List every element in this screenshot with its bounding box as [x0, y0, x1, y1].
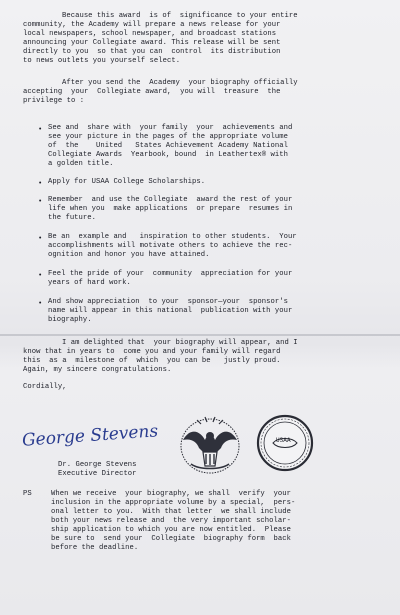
bullet-line: accomplishments will motivate others to achieve the rec- — [48, 242, 293, 250]
bullet-dot: • — [38, 272, 43, 280]
signature: George Stevens — [21, 421, 159, 451]
ps-line: be sure to send your Collegiate biography form back — [51, 535, 291, 543]
bullet-line: See and share with your family your achievements and — [48, 124, 293, 132]
closing-line: this as a milestone of which you can be justly proud. — [23, 357, 281, 365]
privilege-line: privilege to : — [23, 97, 85, 105]
bullet-dot: • — [38, 300, 43, 308]
bullet-line: name will appear in this national publication with your — [48, 307, 293, 315]
signer-name: Dr. George Stevens — [58, 461, 137, 469]
bullet-line: years of hard work. — [48, 279, 131, 287]
bullet-line: see your picture in the pages of the appropriate volume — [48, 133, 288, 141]
closing-line: I am delighted that your biography will appear, and I — [62, 339, 298, 347]
bullet-line: biography. — [48, 316, 92, 324]
ps-line: onal letter to you. With that letter we shall include — [51, 508, 291, 516]
closing-line: Again, my sincere congratulations. — [23, 366, 172, 374]
bullet-line: Remember and use the Collegiate award the rest of your — [48, 196, 293, 204]
bullet-dot: • — [38, 126, 43, 134]
intro-line: local newspapers, school newspaper, and broadcast stations — [23, 30, 277, 38]
intro-line: community, the Academy will prepare a news release for your — [23, 21, 281, 29]
signer-title: Executive Director — [58, 470, 137, 478]
intro-line: to news outlets you yourself select. — [23, 57, 181, 65]
intro-line: announcing your Collegiate award. This release will be sent — [23, 39, 281, 47]
ps-line: before the deadline. — [51, 544, 139, 552]
bullet-line: of the United States Achievement Academy National — [48, 142, 288, 150]
privilege-line: accepting your Collegiate award, you will treasure the — [23, 88, 281, 96]
bullet-dot: • — [38, 180, 43, 188]
bullet-line: Collegiate Awards Yearbook, bound in Leathertex® with — [48, 151, 288, 159]
bullet-line: And show appreciation to your sponsor—your sponsor's — [48, 298, 288, 306]
ps-line: When we receive your biography, we shall verify your — [51, 490, 291, 498]
bullet-line: Feel the pride of your community appreciation for your — [48, 270, 293, 278]
usaa-seal-label: USAA — [276, 437, 291, 444]
paper-fold — [0, 334, 400, 336]
ps-line: both your news release and the very important scholar- — [51, 517, 291, 525]
bullet-line: Be an example and inspiration to other students. Your — [48, 233, 297, 241]
closing-line: know that in years to come you and your family will regard — [23, 348, 281, 356]
cordially: Cordially, — [23, 383, 67, 391]
bullet-line: a golden title. — [48, 160, 114, 168]
bullet-line: life when you make applications or prepare resumes in — [48, 205, 293, 213]
intro-line: directly to you so that you can control its distribution — [23, 48, 281, 56]
bullet-line: the future. — [48, 214, 96, 222]
ps-line: inclusion in the appropriate volume by a special, pers- — [51, 499, 296, 507]
bullet-line: Apply for USAA College Scholarships. — [48, 178, 206, 186]
intro-line: Because this award is of significance to your entire — [62, 12, 298, 20]
eagle-seal-icon — [177, 412, 243, 476]
bullet-dot: • — [38, 235, 43, 243]
bullet-line: ognition and honor you have attained. — [48, 251, 210, 259]
bullet-dot: • — [38, 198, 43, 206]
ps-line: ship application to which you are now entitled. Please — [51, 526, 291, 534]
ps-label: PS — [23, 490, 32, 498]
privilege-line: After you send the Academy your biography officially — [62, 79, 298, 87]
